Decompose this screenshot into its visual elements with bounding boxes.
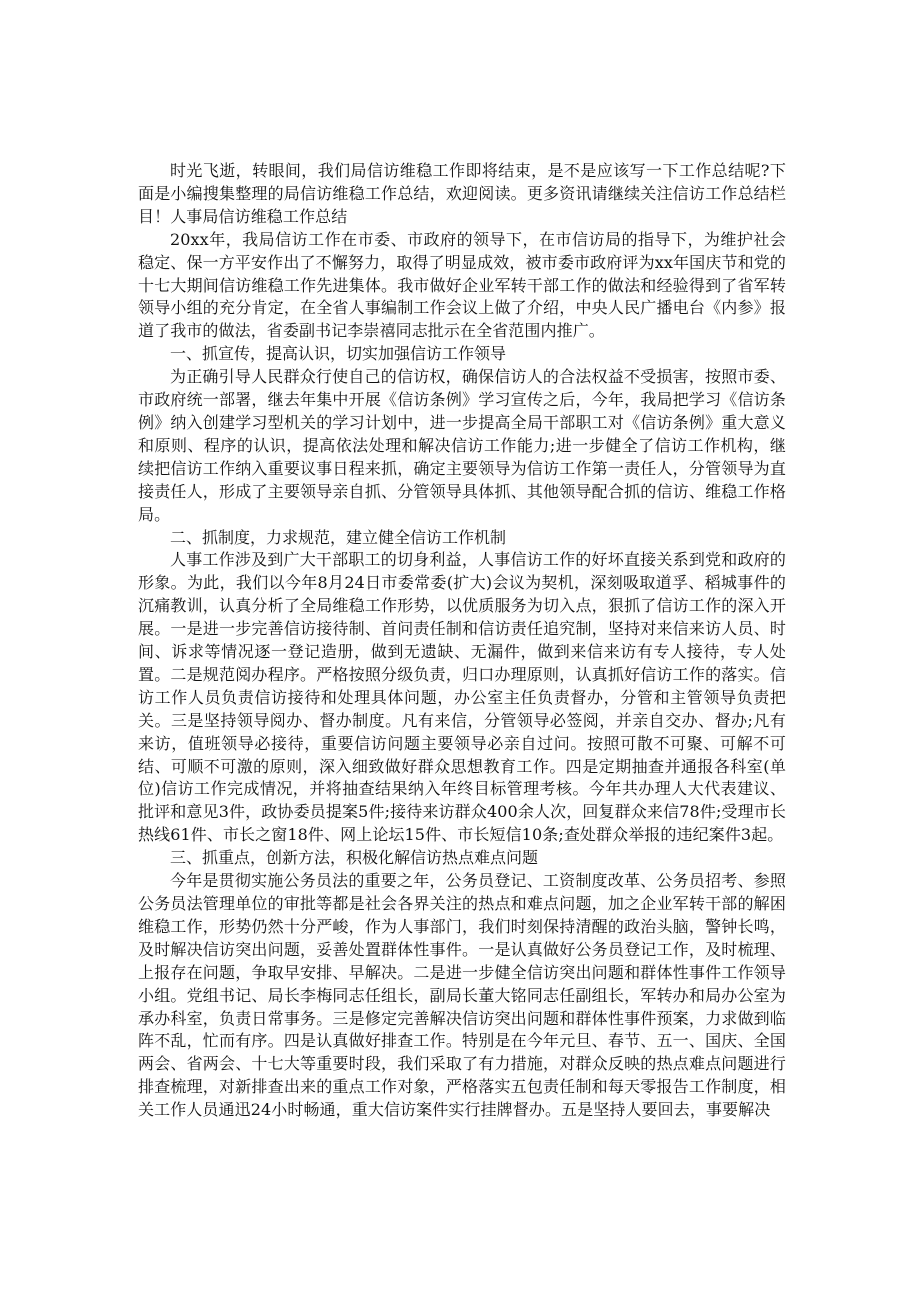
paragraph-4: 今年是贯彻实施公务员法的重要之年，公务员登记、工资制度改革、公务员招考、参照公务员法管理单位的审批等都是社会各界关注的热点和难点问题，加之企业军转干部的解困维稳工作，形势仍然十分严峻，作为人事部门，我们时刻保持清醒的政治头脑，警钟长鸣，及时解决信访突出问题，妥善处置群体性事件。一是认真做好公务员登记工作，及时梳理、上报存在问题，争取早安排、早解决。二是进一步健全信访突出问题和群体性事件工作领导小组。党组书记、局长李梅同志任组长，副局长董大铭同志任副组长，军转办和局办公室为承办科室，负责日常事务。三是修定完善解决信访突出问题和群体性事件预案，力求做到临阵不乱，忙而有序。四是认真做好排查工作。特别是在今年元旦、春节、五一、国庆、全国两会、省两会、十七大等重要时段，我们采取了有力措施，对群众反映的热点难点问题进行排查梳理，对新排查出来的重点工作对象，严格落实五包责任制和每天零报告工作制度，相关工作人员通迅24小时畅通，重大信访案件实行挂牌督办。五是坚持人要回去，事要解决 [138, 871, 786, 1120]
section-heading-1: 一、抓宣传，提高认识，切实加强信访工作领导 [170, 344, 507, 364]
paragraph-3: 人事工作涉及到广大干部职工的切身利益，人事信访工作的好坏直接关系到党和政府的形象。为此，我们以今年8月24日市委常委(扩大)会议为契机，深刻吸取道孚、稻城事件的沉痛教训，认真分析了全局维稳工作形势，以优质服务为切入点，狠抓了信访工作的深入开展。一是进一步完善信访接待制、首问责任制和信访责任追究制，坚持对来信来访人员、时间、诉求等情况逐一登记造册，做到无遗缺、无漏件，做到来信来访有专人接待，专人处置。二是规范阅办程序。严格按照分级负责，归口办理原则，认真抓好信访工作的落实。信访工作人员负责信访接待和处理具体问题，办公室主任负责督办，分管和主管领导负责把关。三是坚持领导阅办、督办制度。凡有来信，分管领导必签阅，并亲自交办、督办;凡有来访，值班领导必接待，重要信访问题主要领导必亲自过问。按照可散不可聚、可解不可结、可顺不可激的原则，深入细致做好群众思想教育工作。四是定期抽查并通报各科室(单位)信访工作完成情况，并将抽查结果纳入年终目标管理考核。今年共办理人大代表建议、批评和意见3件，政协委员提案5件;接待来访群众400余人次，回复群众来信78件;受理市长热线61件、市长之窗18件、网上论坛15件、市长短信10条;查处群众举报的违纪案件3起。 [138, 550, 786, 845]
paragraph-1: 20xx年，我局信访工作在市委、市政府的领导下，在市信访局的指导下，为维护社会稳定、保一方平安作出了不懈努力，取得了明显成效，被市委市政府评为xx年国庆节和党的十七大期间信访维稳工作先进集体。我市做好企业军转干部工作的做法和经验得到了省军转领导小组的充分肯定，在全省人事编制工作会议上做了介绍，中央人民广播电台《内参》报道了我市的做法，省委副书记李崇禧同志批示在全省范围内推广。 [138, 229, 786, 341]
paragraph-2: 为正确引导人民群众行使自己的信访权，确保信访人的合法权益不受损害，按照市委、市政府统一部署，继去年集中开展《信访条例》学习宣传之后，今年，我局把学习《信访条例》纳入创建学习型机关的学习计划中，进一步提高全局干部职工对《信访条例》重大意义和原则、程序的认识，提高依法处理和解决信访工作能力;进一步健全了信访工作机构，继续把信访工作纳入重要议事日程来抓，确定主要领导为信访工作第一责任人，分管领导为直接责任人，形成了主要领导亲自抓、分管领导具体抓、其他领导配合抓的信访、维稳工作格局。 [138, 367, 786, 524]
document-body [138, 160, 786, 1122]
section-heading-2: 二、抓制度，力求规范，建立健全信访工作机制 [170, 527, 507, 547]
intro-paragraph: 时光飞逝，转眼间，我们局信访维稳工作即将结束，是不是应该写一下工作总结呢?下面是小编搜集整理的局信访维稳工作总结，欢迎阅读。更多资讯请继续关注信访工作总结栏目！人事局信访维稳工作总结 [138, 161, 786, 226]
section-heading-3: 三、抓重点，创新方法，积极化解信访热点难点问题 [170, 848, 539, 868]
